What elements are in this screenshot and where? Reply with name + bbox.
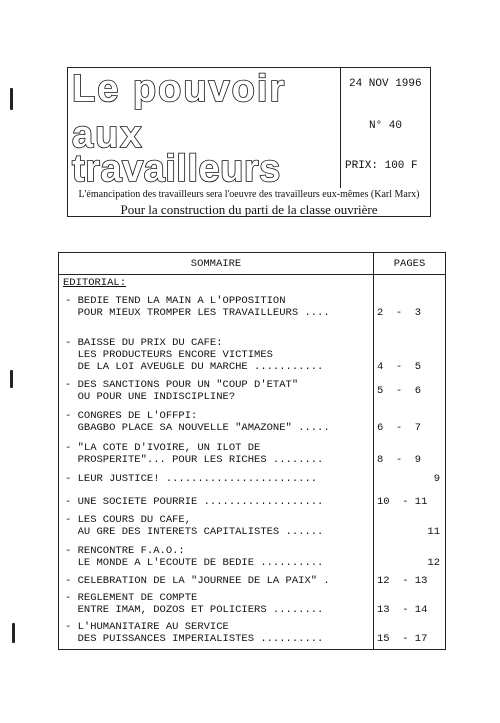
scan-mark: [10, 370, 13, 388]
toc-entry-pages: 13 - 14: [377, 604, 428, 616]
toc-entry-title: - DES SANCTIONS POUR UN "COUP D'ETAT" OU POUR UNE INDISCIPLINE?: [65, 379, 299, 403]
toc-entry-title: - RENCONTRE F.A.O.: LE MONDE A L'ECOUTE DE BEDIE ..........: [65, 545, 324, 569]
toc-entry-title: - L'HUMANITAIRE AU SERVICE DES PUISSANCES IMPERIALISTES ..........: [65, 621, 324, 645]
toc-entry-title: - BEDIE TEND LA MAIN A L'OPPOSITION POUR MIEUX TROMPER LES TRAVAILLEURS ....: [65, 295, 330, 319]
table-of-contents: [58, 252, 446, 650]
toc-entry-title: - CELEBRATION DE LA "JOURNEE DE LA PAIX" .: [65, 575, 330, 587]
toc-entry-pages: 10 - 11: [377, 496, 428, 508]
section-editorial: EDITORIAL:: [63, 277, 127, 289]
toc-entry-pages: 8 - 9: [377, 454, 422, 466]
toc-entry-pages: 4 - 5: [377, 361, 422, 373]
toc-entry-title: - REGLEMENT DE COMPTE ENTRE IMAM, DOZOS ET POLICIERS ........: [65, 592, 324, 616]
toc-entry-pages: 12 - 13: [377, 575, 428, 587]
issue-info-box: [340, 68, 430, 188]
motto: L'émancipation des travailleurs sera l'oeuvre des travailleurs eux-mêmes (Karl Marx): [78, 189, 420, 200]
toc-entry-title: - CONGRES DE L'OFFPI: GBAGBO PLACE SA NOUVELLE "AMAZONE" .....: [65, 410, 330, 434]
masthead: [67, 67, 431, 217]
toc-header-sommaire: SOMMAIRE: [190, 258, 242, 270]
toc-entry-pages: 2 - 3: [377, 307, 422, 319]
scan-mark: [10, 88, 13, 110]
toc-entry-pages: 12: [377, 557, 441, 569]
issue-price: PRIX: 100 F: [345, 160, 418, 172]
toc-entry-pages: 15 - 17: [377, 633, 428, 645]
column-divider: [373, 253, 374, 649]
issue-date: 24 NOV 1996: [349, 78, 422, 90]
toc-entry-pages: 11: [377, 526, 441, 538]
toc-entry-pages: 9: [377, 473, 441, 485]
toc-entry-title: - LEUR JUSTICE! ........................: [65, 473, 318, 485]
toc-header-pages: PAGES: [393, 258, 426, 270]
title-line-1: Le pouvoir: [72, 68, 287, 110]
newspaper-title: [68, 68, 340, 188]
slogan: Pour la construction du parti de la classe ouvrière: [120, 202, 378, 217]
toc-entry-title: - LES COURS DU CAFE, AU GRE DES INTERETS CAPITALISTES ......: [65, 514, 324, 538]
toc-entry-title: - BAISSE DU PRIX DU CAFE: LES PRODUCTEURS ENCORE VICTIMES DE LA LOI AVEUGLE DU MARCHE ...........: [65, 337, 324, 373]
scan-mark: [12, 623, 15, 643]
toc-entry-pages: 6 - 7: [377, 422, 422, 434]
toc-entry-title: - UNE SOCIETE POURRIE ...................: [65, 496, 324, 508]
issue-number: N° 40: [369, 120, 403, 132]
title-line-2: aux: [72, 114, 144, 156]
toc-entry-pages: 5 - 6: [377, 385, 422, 397]
toc-entry-title: - "LA COTE D'IVOIRE, UN ILOT DE PROSPERITE"... POUR LES RICHES ........: [65, 442, 324, 466]
title-line-3: travailleurs: [72, 148, 281, 190]
toc-header: [59, 253, 445, 275]
